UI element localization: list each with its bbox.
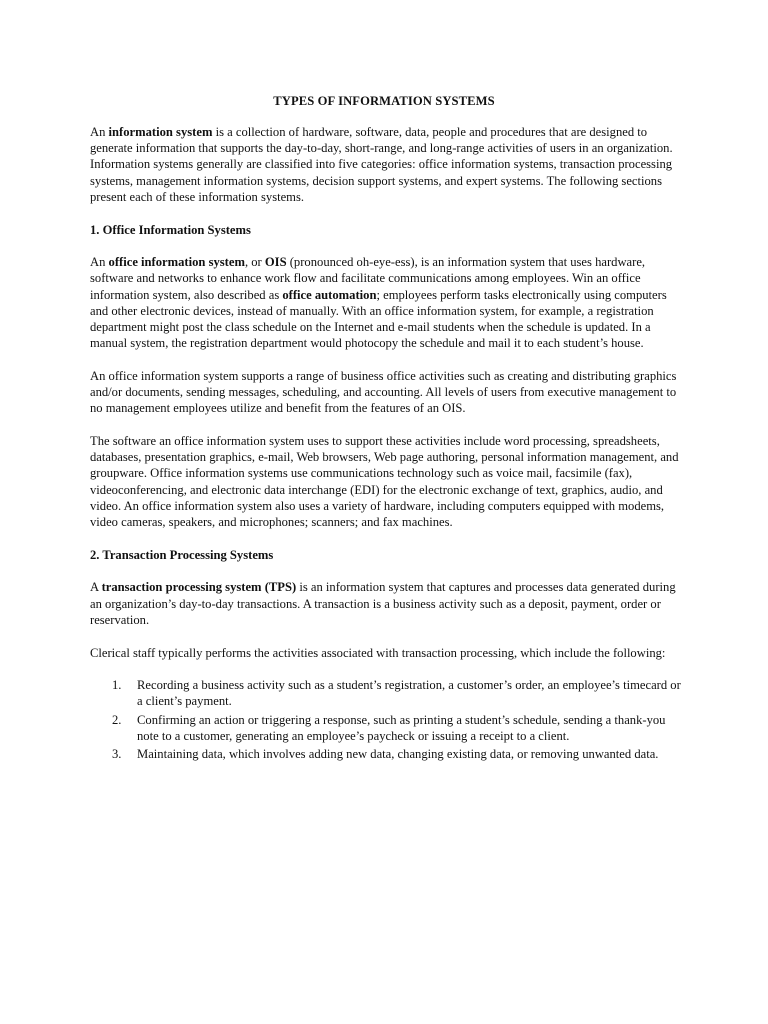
s1p1-c: , or <box>244 255 265 270</box>
section-2-heading: 2. Transaction Processing Systems <box>90 547 274 562</box>
section-1-paragraph-2: An office information system supports a range of business office activities such as creating and distributing graphics and/or documents, sending messages, scheduling, and accounting. All levels of users from executive management to no management employees utilize and benefit from the features of an OIS. <box>90 368 677 416</box>
document-body <box>90 124 682 764</box>
list-number: 2. <box>112 712 122 727</box>
s2p1-term-tps: transaction processing system (TPS) <box>101 580 297 595</box>
list-text: Confirming an action or triggering a response, such as printing a student’s schedule, sending a thank-you note to a customer, generating an employee’s paycheck or issuing a receipt to a client. <box>137 712 666 743</box>
document-title: TYPES OF INFORMATION SYSTEMS <box>273 94 495 108</box>
list-number: 1. <box>112 678 122 693</box>
s2p1-a: A <box>90 580 102 595</box>
section-2-paragraph-2: Clerical staff typically performs the activities associated with transaction processing, which include the following: <box>90 645 666 660</box>
intro-text: is a collection of hardware, software, data, people and procedures that are designed to generate information that supports the day-to-day, short-range, and long-range activities of users in an organization. Information systems generally are classified into five categories: office information systems, transaction processing systems, management information systems, decision support systems, and expert systems. The following sections present each of these information systems. <box>90 125 673 204</box>
intro-term: information system <box>108 125 213 139</box>
section-2-paragraph-1 <box>90 579 682 628</box>
s1p1-term-abbr: OIS <box>264 255 287 270</box>
intro-lead: An <box>90 125 109 139</box>
s1p1-e: ; employees perform tasks electronically using computers and other electronic devices, instead of manually. With an office information system, for example, a registration department might post the class schedule on the Internet and e-mail students when the schedule is updated. In a manual system, the registration department would photocopy the schedule and mail it to each student’s house. <box>90 287 667 351</box>
section-1-paragraph-3: The software an office information system uses to support these activities include word processing, spreadsheets, databases, presentation graphics, e-mail, Web browsers, Web page authoring, personal information management, and groupware. Office information systems use communications technology such as voice mail, facsimile (fax), videoconferencing, and electronic data interchange (EDI) for the electronic exchange of text, graphics, audio, and video. An office information system also uses a variety of hardware, including computers equipped with modems, video cameras, speakers, and microphones; scanners; and fax machines. <box>90 434 679 530</box>
section-1-paragraph-1 <box>90 254 682 351</box>
list-item <box>90 712 682 744</box>
s1p1-d: (pronounced oh-eye-ess), is an information system that uses hardware, software and networks to enhance work flow and facilitate communications among employees. Win an office information system, also described as <box>90 255 646 302</box>
list-item <box>90 677 682 709</box>
s1p1-term-ois: office information system <box>108 255 245 270</box>
s1p1-term-automation: office automation <box>282 287 377 302</box>
s1p1-a: An <box>90 255 109 270</box>
intro-paragraph <box>90 124 682 205</box>
list-item <box>90 746 682 762</box>
section-1-heading: 1. Office Information Systems <box>90 222 251 237</box>
s2p1-c: is an information system that captures and processes data generated during an organization’s day-to-day transactions. A transaction is a business activity such as a deposit, payment, order or reservation. <box>90 580 676 627</box>
activity-list <box>90 677 682 762</box>
list-text: Maintaining data, which involves adding new data, changing existing data, or removing unwanted data. <box>137 747 659 762</box>
list-number: 3. <box>112 747 122 762</box>
list-text: Recording a business activity such as a student’s registration, a customer’s order, an employee’s timecard or a client’s payment. <box>137 678 681 709</box>
